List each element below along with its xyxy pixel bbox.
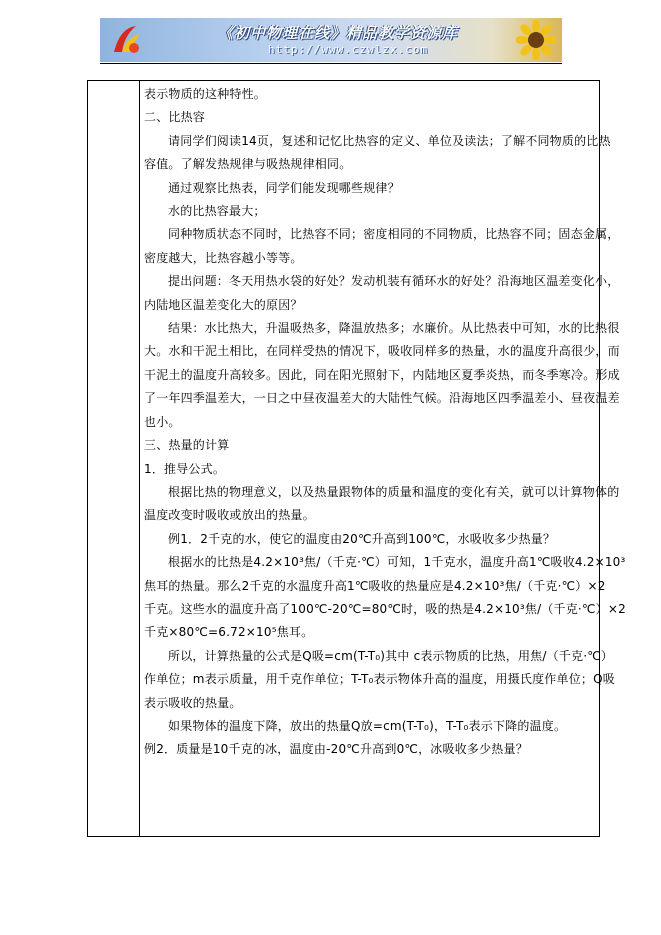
content-line: 了一年四季温差大，一日之中昼夜温差大的大陆性气候。沿海地区四季温差小、昼夜温差 (144, 391, 620, 406)
content-line: 三、热量的计算 (144, 438, 230, 453)
content-line: 同种物质状态不同时，比热容不同；密度相同的不同物质，比热容不同；固态金属， (168, 227, 620, 242)
lesson-content (144, 83, 626, 762)
content-line: 二、比热容 (144, 110, 206, 125)
content-line: 结果：水比热大，升温吸热多，降温放热多；水廉价。从比热表中可知，水的比热很 (168, 321, 620, 336)
physics-logo-icon (110, 22, 146, 58)
header-rule (100, 63, 562, 64)
content-line: 千克。这些水的温度升高了100℃-20℃=80℃时，吸的热是4.2×10³焦/（千克·℃）×2 (144, 601, 626, 616)
content-line: 例2．质量是10千克的冰，温度由-20℃升高到0℃，冰吸收多少热量？ (144, 742, 528, 757)
content-line: 水的比热容最大； (168, 204, 266, 219)
content-line: 表示物质的这种特性。 (144, 87, 267, 101)
content-line: 根据水的比热是4.2×10³焦/（千克·℃）可知，1千克水，温度升高1℃吸收4.2×10³ (168, 555, 626, 570)
site-url[interactable]: http://www.czwlzx.com (268, 43, 429, 56)
content-line: 1．推导公式。 (144, 461, 226, 476)
content-line: 如果物体的温度下降，放出的热量Q放=cm(T-T₀)，T-T₀表示下降的温度。 (168, 718, 567, 733)
site-title: 《初中物理在线》精品教学资源库 (218, 24, 459, 42)
content-line: 所以，计算热量的公式是Q吸=cm(T-T₀)其中 c表示物质的比热，用焦/（千克·℃） (168, 648, 614, 663)
content-line: 作单位；m表示质量，用千克作单位；T-T₀表示物体升高的温度，用摄氏度作单位；Q吸 (144, 672, 615, 687)
content-line: 大。水和干泥土相比，在同样受热的情况下，吸收同样多的热量，水的温度升高很少，而 (144, 344, 620, 359)
content-line: 提出问题：冬天用热水袋的好处？发动机装有循环水的好处？沿海地区温差变化小， (168, 274, 620, 289)
content-line: 焦耳的热量。那么2千克的水温度升高1℃吸收的热量应是4.2×10³焦/（千克·℃）×2 (144, 578, 606, 593)
sunflower-icon (516, 20, 556, 60)
table-column-divider (139, 81, 140, 836)
content-line: 也小。 (144, 414, 181, 429)
content-line: 容值。了解发热规律与吸热规律相同。 (144, 157, 352, 172)
content-line: 根据比热的物理意义，以及热量跟物体的质量和温度的变化有关，就可以计算物体的 (168, 484, 620, 499)
content-line: 干泥土的温度升高较多。因此，同在阳光照射下，内陆地区夏季炎热，而冬季寒冷。形成 (144, 367, 620, 382)
content-line: 内陆地区温差变化大的原因？ (144, 297, 303, 312)
content-line: 温度改变时吸收或放出的热量。 (144, 508, 315, 523)
content-line: 通过观察比热表，同学们能发现哪些规律？ (168, 180, 400, 195)
content-line: 表示吸收的热量。 (144, 695, 242, 710)
header-banner (100, 18, 562, 62)
content-line: 例1．2千克的水，使它的温度由20℃升高到100℃，水吸收多少热量？ (168, 531, 556, 546)
content-line: 千克×80℃=6.72×10⁵焦耳。 (144, 625, 314, 640)
content-line: 密度越大，比热容越小等等。 (144, 250, 303, 265)
content-line: 请同学们阅读14页，复述和记忆比热容的定义、单位及读法；了解不同物质的比热 (168, 133, 611, 148)
